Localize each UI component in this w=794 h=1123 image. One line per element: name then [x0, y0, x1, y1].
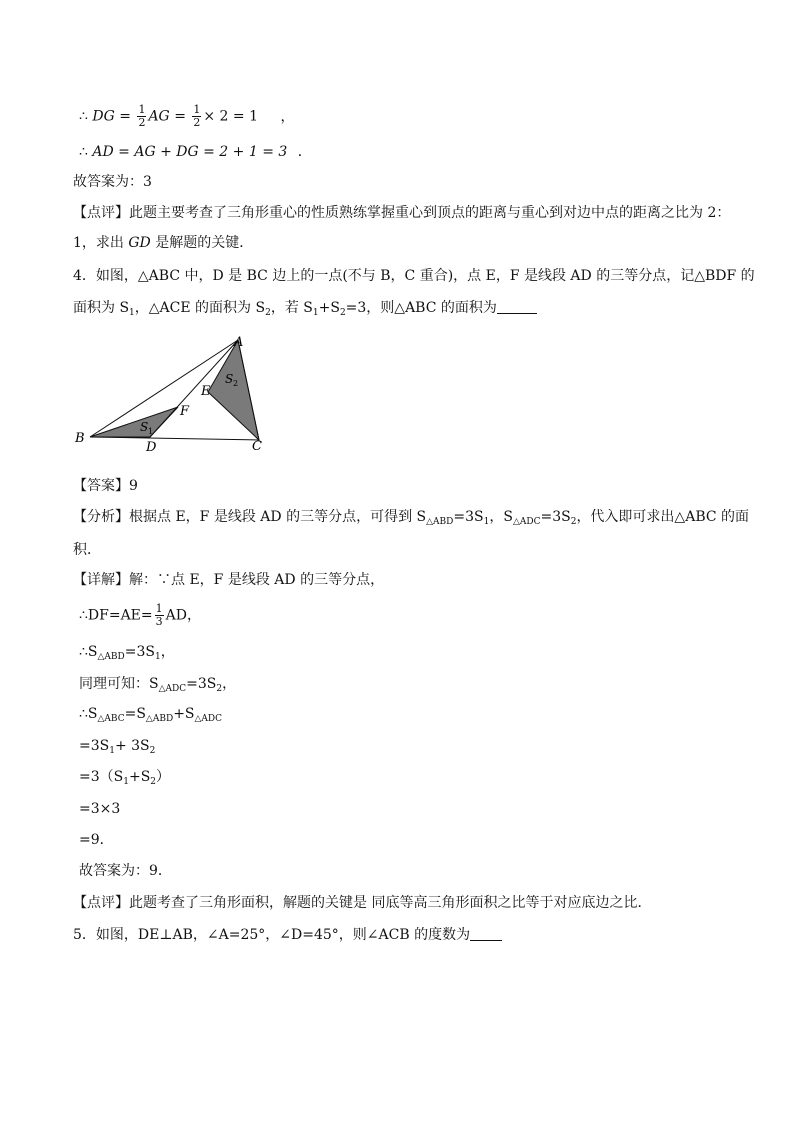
detail-line-9: =9．	[79, 832, 114, 848]
triangle-figure	[72, 334, 272, 454]
detail-line-6: $=3S_1+ 3S_2$	[79, 738, 156, 756]
question-4-line-2: 面积为 $S_1$，△ACE 的面积为 $S_2$，若 $S_1+S_2=3$，则△ABC 的面积为	[73, 298, 537, 318]
label-s1-sub: 1	[148, 427, 154, 436]
segment-bc	[90, 437, 259, 440]
label-d: D	[146, 440, 157, 454]
answer-blank[interactable]	[470, 926, 502, 941]
line-ad: ∴ AD = AG + DG = 2 + 1 = 3 ．	[79, 144, 312, 160]
answer-line-3: 故答案为：3	[73, 174, 152, 190]
label-s2: S	[225, 372, 234, 386]
detail-line-10: 故答案为：9．	[79, 863, 172, 879]
analysis-line-2: 积．	[73, 542, 101, 558]
label-e: E	[201, 384, 211, 399]
detail-line-2: ∴DF=AE= $\frac{1}{3}$ AD，	[79, 602, 201, 628]
fraction-half: $\frac{1}{2}$	[193, 103, 201, 129]
label-s2-sub: 2	[233, 379, 239, 388]
line-dg: ∴ DG = $\frac{1}{2}$ AG = $\frac{1}{2}$ × 2 = 1 ，	[79, 103, 295, 129]
shaded-region-s1	[90, 407, 178, 437]
label-c: C	[252, 439, 262, 454]
label-a: A	[234, 335, 244, 350]
question-5: 5．如图，DE⊥AB，∠A=25°，∠D=45°，则∠ACB 的度数为	[73, 925, 502, 945]
detail-line-5: $\therefore S_{\triangle ABC}=S_{\triangle ABD}+S_{\triangle ADC}$	[79, 706, 223, 724]
detail-line-1: 【详解】解：∵点 E，F 是线段 AD 的三等分点，	[73, 572, 385, 588]
fraction-third: $\frac{1}{3}$	[155, 602, 163, 628]
detail-line-7: $=3(S_1+S_2)$	[79, 769, 171, 787]
answer-blank[interactable]	[497, 299, 537, 314]
detail-line-4: 同理可知：$S_{\triangle ADC}=3S_2$，	[79, 676, 237, 694]
fraction-half: $\frac{1}{2}$	[138, 103, 146, 129]
analysis-line-1: 【分析】根据点 E，F 是线段 AD 的三等分点，可得到 $S_{\triangle ABD}=3S_1$，$S_{\triangle ADC}=3S_2$，代入即可求出△ABC 的面	[73, 509, 750, 527]
detail-line-3: $\therefore S_{\triangle ABD}=3S_1$，	[79, 644, 175, 662]
label-s1: S	[140, 420, 149, 434]
label-b: B	[75, 431, 85, 446]
question-4-line-1: 4．如图，△ABC 中，D 是 BC 边上的一点(不与 B，C 重合)，点 E，F 是线段 AD 的三等分点，记△BDF 的	[73, 268, 755, 284]
comment-line-q4: 【点评】此题考查了三角形面积，解题的关键是 同底等高三角形面积之比等于对应底边之比．	[73, 895, 652, 911]
comment-line: 【点评】此题主要考查了三角形重心的性质熟练掌握重心到顶点的距离与重心到对边中点的距离之比为 2：	[73, 205, 731, 221]
answer-label: 【答案】9	[73, 478, 138, 494]
label-f: F	[180, 404, 190, 419]
comment-line-2: 1，求出 GD 是解题的关键．	[73, 235, 254, 251]
detail-line-8: =3×3	[79, 801, 121, 817]
